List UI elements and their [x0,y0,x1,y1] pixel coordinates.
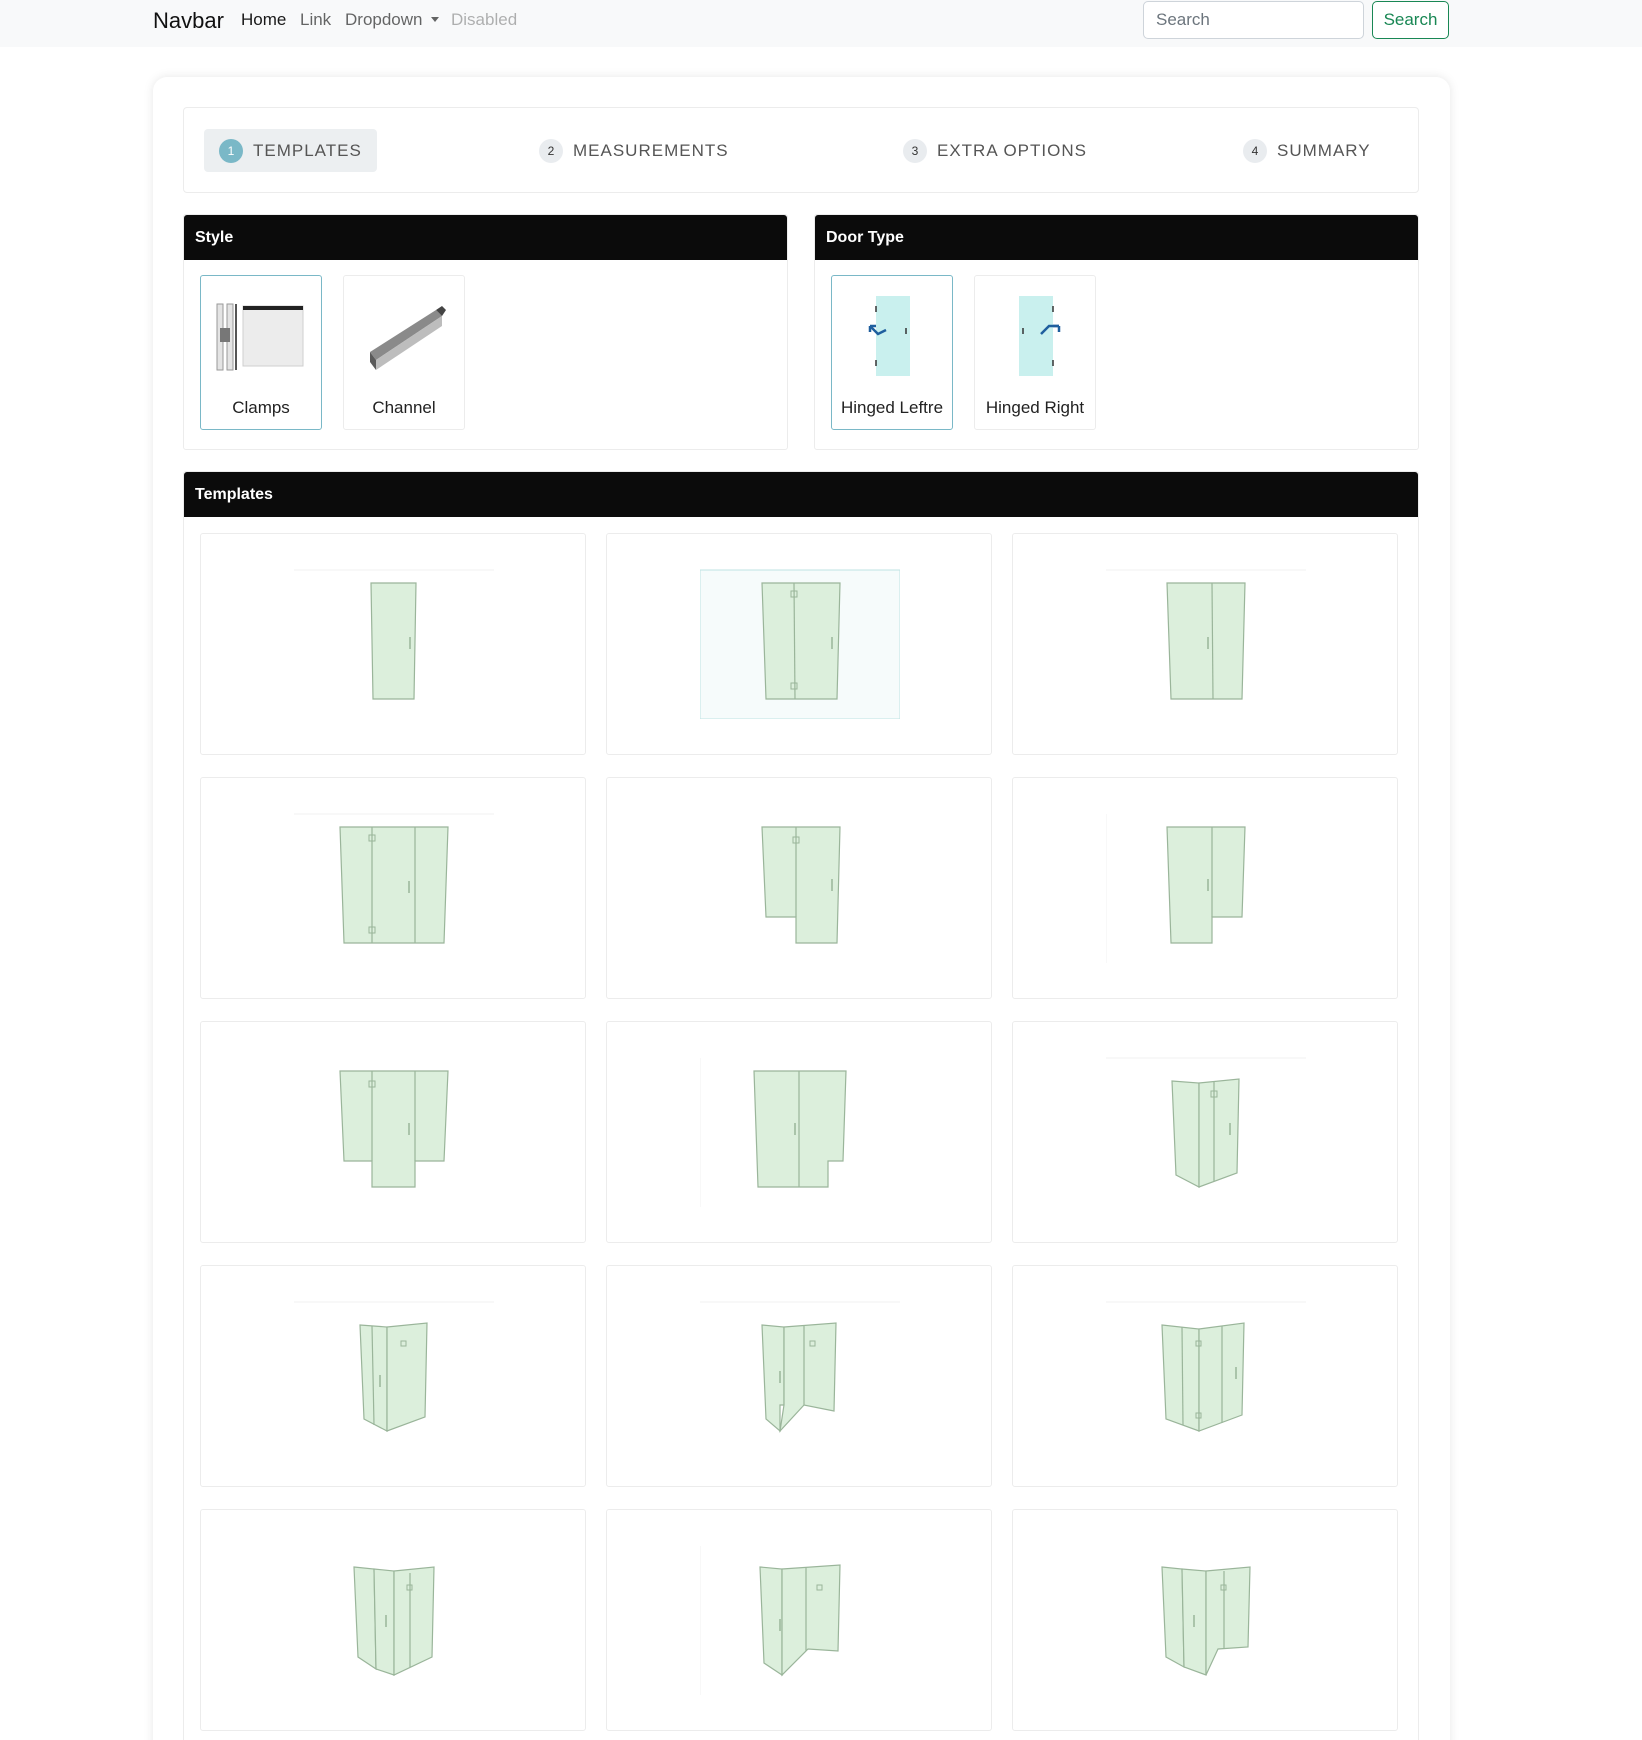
template-card[interactable] [1012,1021,1398,1243]
door-option-hinged-right[interactable] [974,275,1096,430]
shower-template-icon [1106,1057,1306,1207]
shower-template-icon [294,813,494,963]
shower-template-icon [700,1545,900,1695]
template-card[interactable] [200,1021,586,1243]
step-label: EXTRA OPTIONS [937,140,1087,160]
step-label: TEMPLATES [253,140,362,160]
shower-template-icon [700,1301,900,1451]
shower-template-icon [294,1301,494,1451]
navbar-brand[interactable]: Navbar [153,8,224,33]
template-card[interactable] [200,1265,586,1487]
templates-panel [183,471,1419,1740]
step-summary[interactable] [1228,129,1386,172]
wizard-card [153,77,1450,1740]
door-type-panel [814,214,1419,450]
step-label: MEASUREMENTS [573,140,729,160]
template-card[interactable] [1012,1265,1398,1487]
door-type-panel-title: Door Type [815,215,1418,260]
search-input[interactable] [1143,1,1364,39]
template-card[interactable] [1012,777,1398,999]
option-label: Clamps [232,398,290,417]
nav-link-disabled: Disabled [451,10,518,29]
templates-panel-title: Templates [184,472,1418,517]
hinged-left-icon [846,290,938,382]
step-number: 3 [903,139,927,163]
template-card[interactable] [200,1509,586,1731]
shower-template-icon [294,1057,494,1207]
template-card[interactable] [606,533,992,755]
template-card[interactable] [1012,1509,1398,1731]
navbar [0,0,1642,47]
step-label: SUMMARY [1277,140,1371,160]
option-label: Hinged Right [985,398,1085,417]
shower-template-icon [1106,1545,1306,1695]
shower-template-icon [700,569,900,719]
style-panel-title: Style [184,215,787,260]
hinged-right-icon [989,290,1081,382]
clamps-icon [215,290,307,382]
step-extra-options[interactable] [888,129,1102,172]
template-card[interactable] [606,1265,992,1487]
template-card[interactable] [606,1509,992,1731]
step-number: 4 [1243,139,1267,163]
template-card[interactable] [1012,533,1398,755]
nav-dropdown[interactable] [345,10,439,30]
template-card[interactable] [200,777,586,999]
option-label: Hinged Leftre [840,398,944,417]
shower-template-icon [700,813,900,963]
door-option-hinged-left[interactable] [831,275,953,430]
template-card[interactable] [200,533,586,755]
template-card[interactable] [606,777,992,999]
shower-template-icon [700,1057,900,1207]
shower-template-icon [1106,813,1306,963]
nav-link-link[interactable]: Link [300,10,332,29]
channel-icon [358,290,450,382]
step-number: 2 [539,139,563,163]
nav-link-home[interactable]: Home [241,10,287,29]
option-label: Channel [372,398,436,417]
nav-dropdown-label: Dropdown [345,10,423,29]
style-option-clamps[interactable] [200,275,322,430]
shower-template-icon [294,1545,494,1695]
step-number: 1 [219,139,243,163]
step-templates[interactable] [204,129,377,172]
shower-template-icon [1106,569,1306,719]
template-card[interactable] [606,1021,992,1243]
style-option-channel[interactable] [343,275,465,430]
stepper [183,107,1419,193]
style-panel [183,214,788,450]
search-button[interactable]: Search [1372,1,1449,39]
caret-down-icon [431,17,439,22]
shower-template-icon [1106,1301,1306,1451]
step-measurements[interactable] [524,129,744,172]
shower-template-icon [294,569,494,719]
